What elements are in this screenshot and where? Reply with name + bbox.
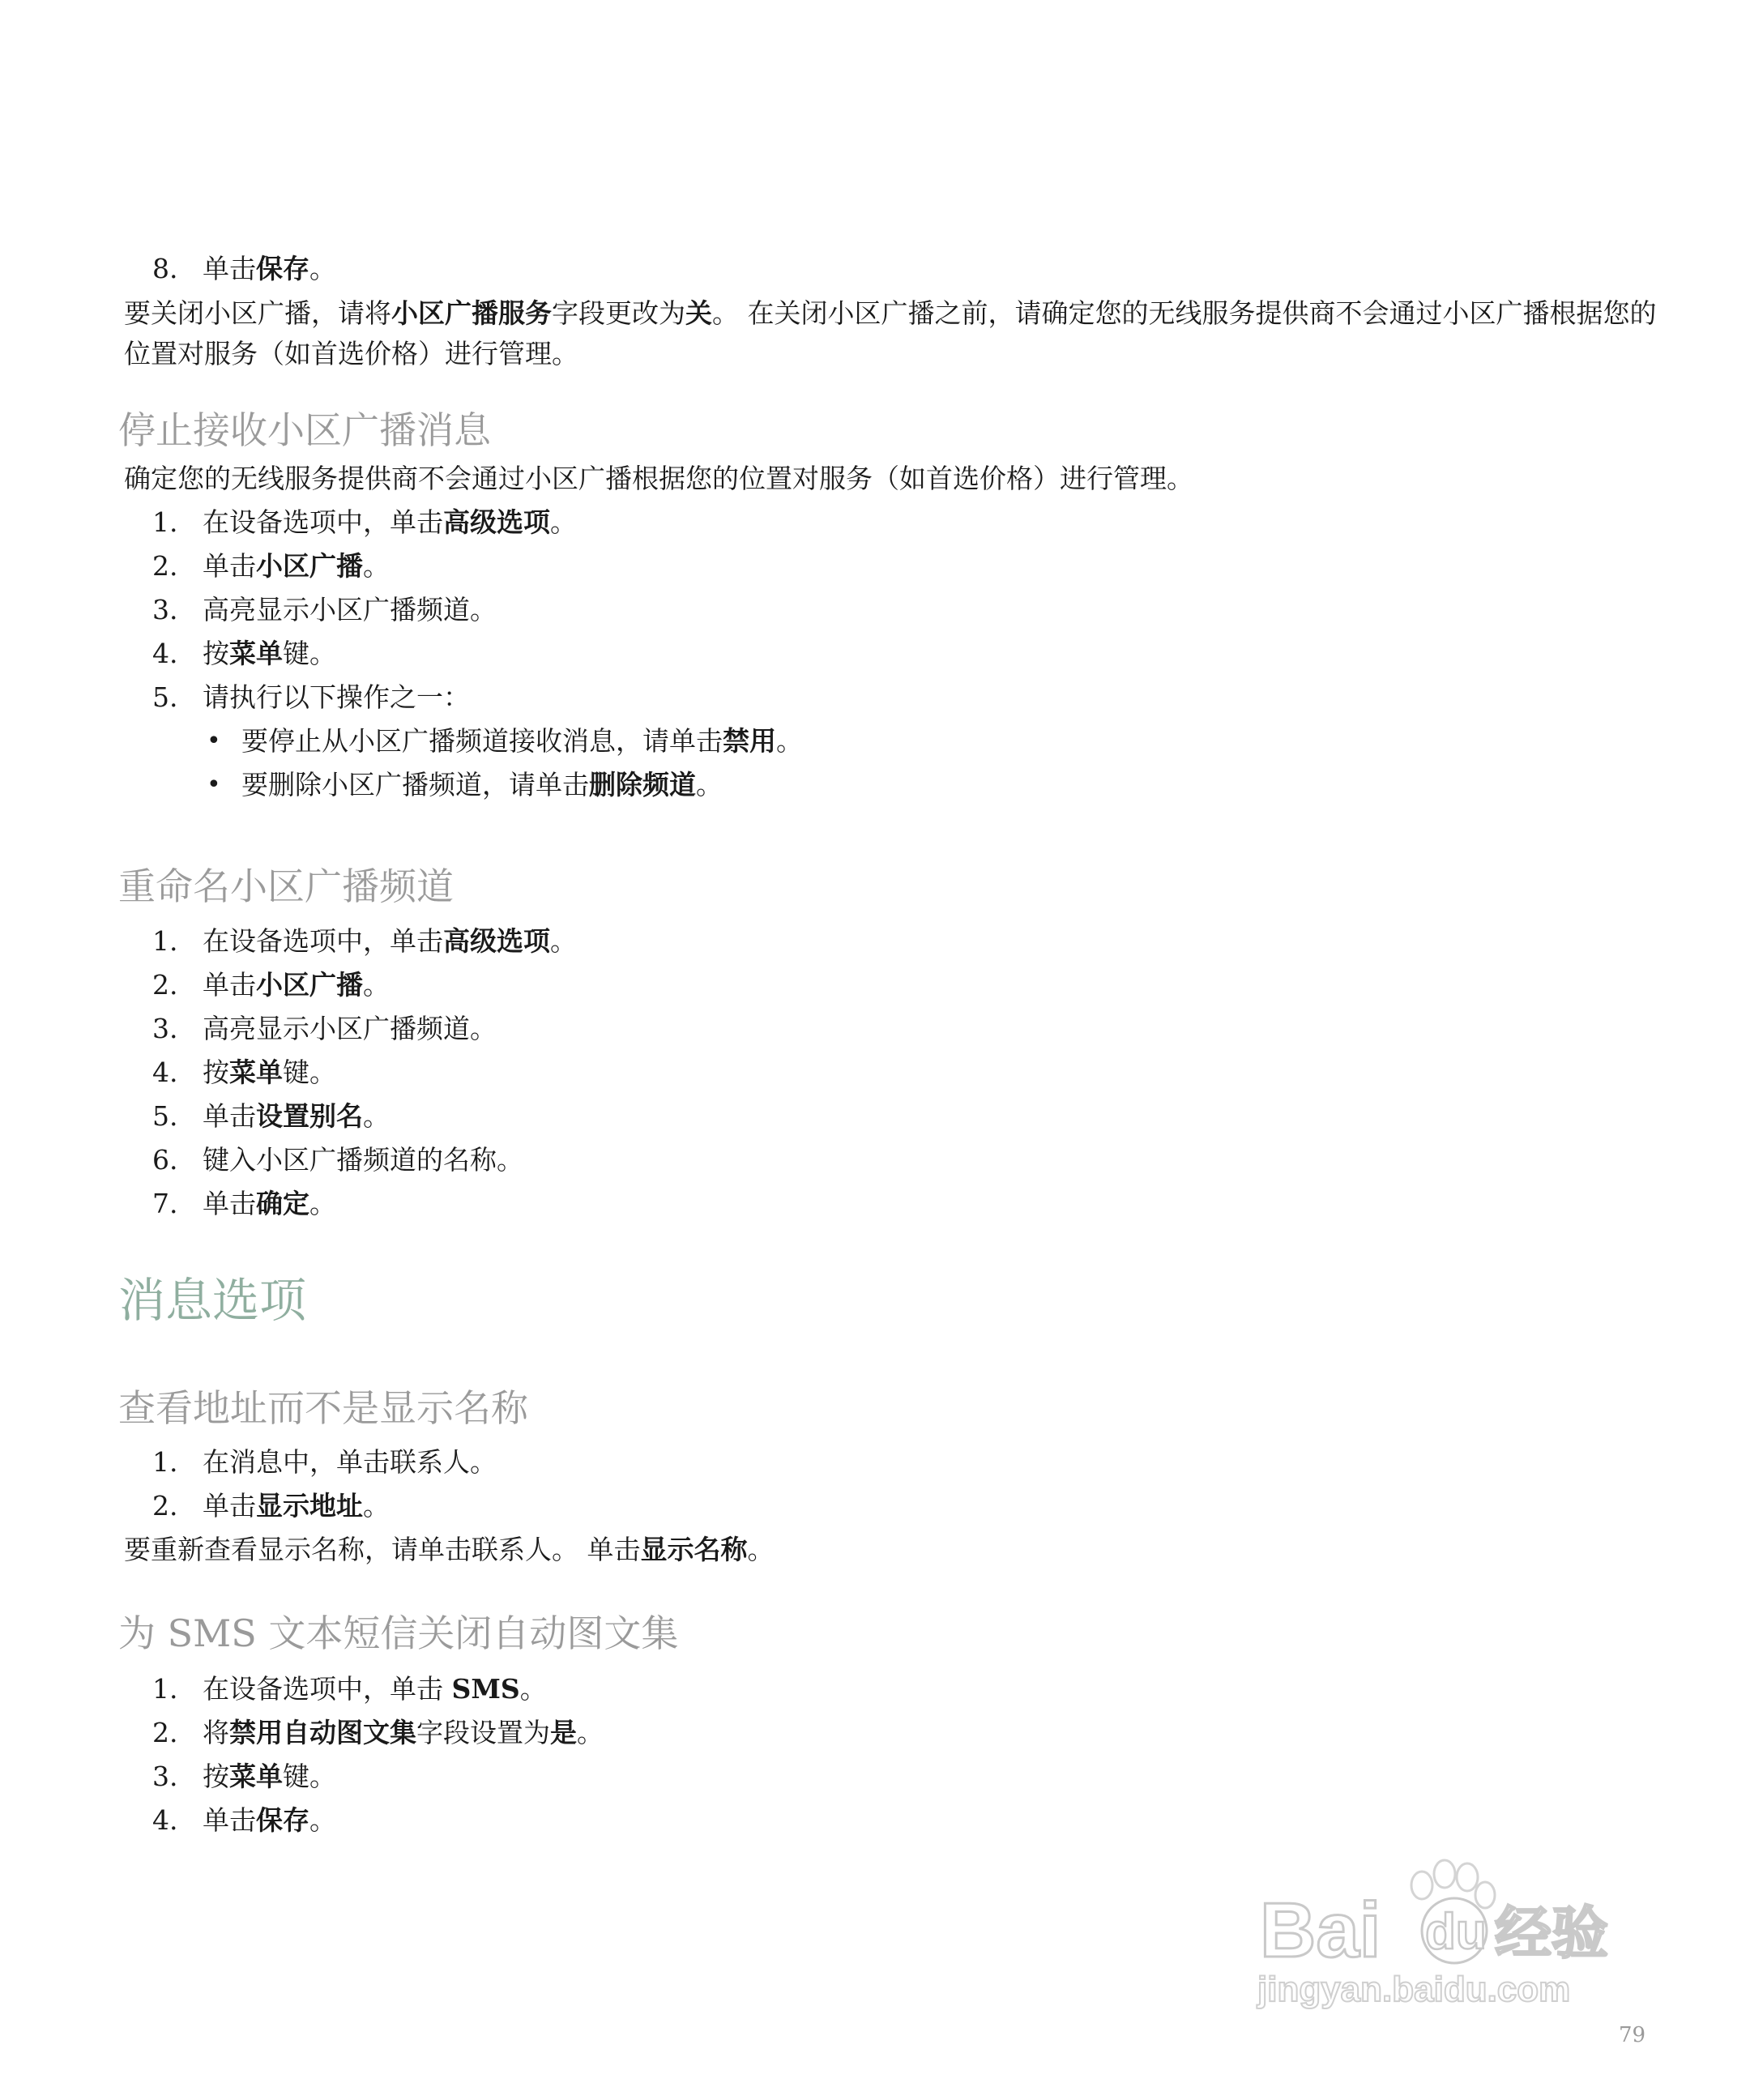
step-text: 按菜单键。 (203, 638, 336, 669)
page-number: 79 (1619, 2023, 1646, 2047)
step-text: 在设备选项中，单击高级选项。 (203, 506, 577, 538)
step-text: 单击设置别名。 (203, 1100, 390, 1132)
step-text: 单击保存。 (203, 1804, 336, 1836)
step-number: 1. (152, 925, 178, 957)
step-text: 单击小区广播。 (203, 969, 390, 1001)
step-number: 8. (152, 253, 178, 284)
paw-icon (1422, 1898, 1487, 1963)
step-number: 4. (152, 1804, 178, 1836)
step-number: 6. (152, 1144, 178, 1176)
step-number: 2. (152, 550, 178, 582)
section-heading: 停止接收小区广播消息 (118, 408, 491, 452)
bullet-icon: • (207, 727, 221, 755)
step-number: 3. (152, 1761, 178, 1792)
step-number: 1. (152, 506, 178, 538)
step-text: 单击保存。 (203, 253, 336, 284)
step-text: 请执行以下操作之一： (203, 681, 470, 713)
step-text: 按菜单键。 (203, 1056, 336, 1088)
section-heading: 为 SMS 文本短信关闭自动图文集 (118, 1611, 679, 1655)
chapter-heading: 消息选项 (118, 1273, 307, 1328)
step-text: 单击确定。 (203, 1188, 336, 1219)
step-number: 1. (152, 1446, 178, 1478)
watermark-brand: Bai (1260, 1887, 1381, 1974)
bullet-text: 要删除小区广播频道，请单击删除频道。 (241, 769, 723, 800)
step-text: 高亮显示小区广播频道。 (203, 594, 497, 625)
step-text: 单击显示地址。 (203, 1490, 390, 1522)
step-text: 在设备选项中，单击高级选项。 (203, 925, 577, 957)
step-number: 4. (152, 1056, 178, 1088)
bullet-icon: • (207, 770, 221, 799)
step-number: 5. (152, 1100, 178, 1132)
watermark-brand-du: du (1425, 1904, 1487, 1960)
step-number: 3. (152, 1013, 178, 1044)
step-text: 键入小区广播频道的名称。 (203, 1144, 523, 1176)
note-paragraph: 要关闭小区广播，请将小区广播服务字段更改为关。 在关闭小区广播之前，请确定您的无线服务提供商不会通过小区广播根据您的位置对服务（如首选价格）进行管理。 (124, 297, 1657, 369)
step-number: 1. (152, 1673, 178, 1705)
step-text: 在设备选项中，单击 SMS。 (203, 1673, 547, 1705)
paw-icon-toe (1411, 1872, 1432, 1899)
note-paragraph: 要重新查看显示名称，请单击联系人。 单击显示名称。 (124, 1534, 775, 1565)
watermark-jingyan: 经验 (1495, 1900, 1608, 1966)
bullet-text: 要停止从小区广播频道接收消息，请单击禁用。 (241, 725, 803, 757)
step-number: 7. (152, 1188, 178, 1219)
step-number: 2. (152, 969, 178, 1001)
step-number: 3. (152, 594, 178, 625)
step-text: 单击小区广播。 (203, 550, 390, 582)
step-number: 4. (152, 638, 178, 669)
watermark-url: jingyan.baidu.com (1257, 1970, 1571, 2009)
step-text: 将禁用自动图文集字段设置为是。 (203, 1717, 604, 1748)
section-heading: 查看地址而不是显示名称 (118, 1386, 528, 1430)
step-number: 2. (152, 1490, 178, 1522)
step-number: 2. (152, 1717, 178, 1748)
step-text: 按菜单键。 (203, 1761, 336, 1792)
step-number: 5. (152, 681, 178, 713)
section-intro: 确定您的无线服务提供商不会通过小区广播根据您的位置对服务（如首选价格）进行管理。 (124, 463, 1193, 494)
step-text: 高亮显示小区广播频道。 (203, 1013, 497, 1044)
baidu-watermark (1248, 1835, 1669, 2013)
section-heading: 重命名小区广播频道 (118, 864, 454, 908)
step-text: 在消息中，单击联系人。 (203, 1446, 497, 1478)
